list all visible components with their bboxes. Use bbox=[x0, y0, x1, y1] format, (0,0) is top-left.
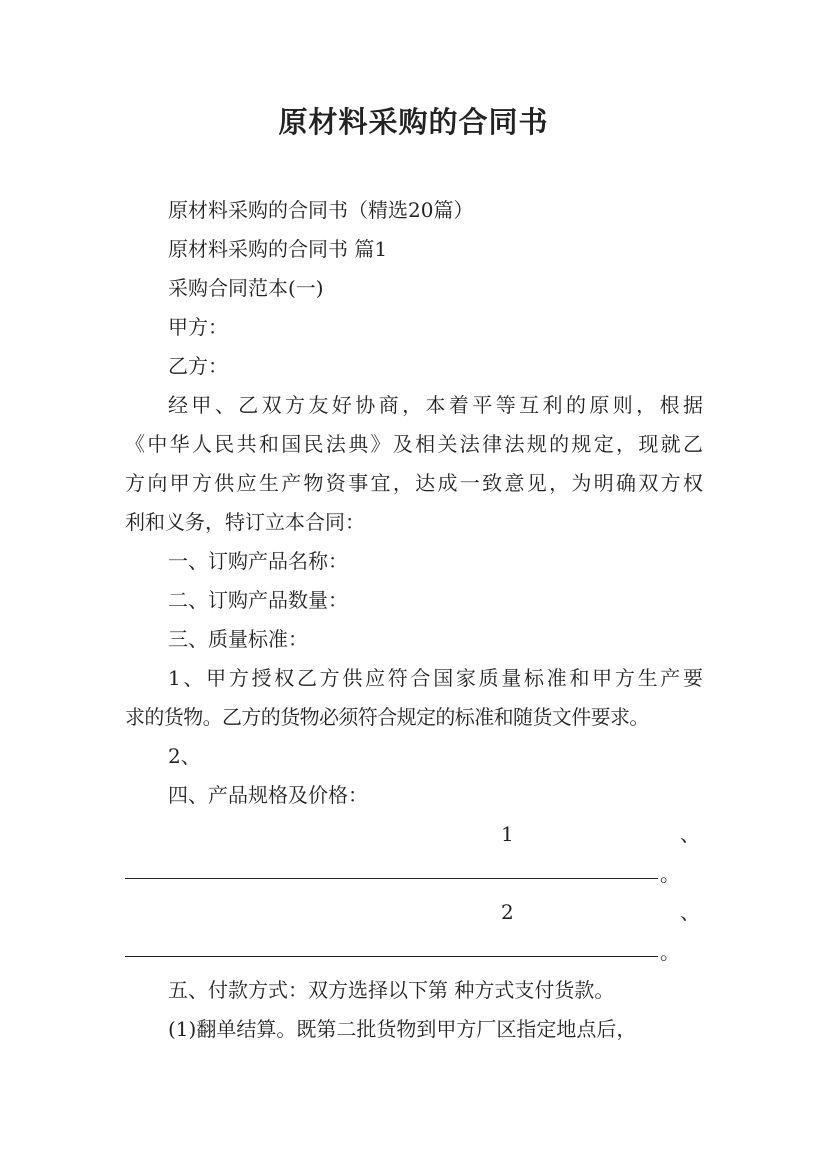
paragraph-line: 1、甲方授权乙方供应符合国家质量标准和甲方生产要 bbox=[168, 666, 703, 690]
section-heading: 原材料采购的合同书 篇1 bbox=[168, 237, 388, 261]
clause-heading: 三、质量标准： bbox=[168, 627, 308, 651]
clause-heading: 四、产品规格及价格： bbox=[168, 783, 368, 807]
blank-mark: 、 bbox=[680, 900, 700, 924]
clause-item: 2、 bbox=[168, 744, 201, 768]
clause-heading: 五、付款方式：双方选择以下第 种方式支付货款。 bbox=[168, 978, 615, 1002]
blank-number: 2 bbox=[501, 900, 514, 924]
paragraph-line: 《中华人民共和国民法典》及相关法律法规的规定，现就乙 bbox=[125, 432, 703, 456]
clause-heading: 二、订购产品数量： bbox=[168, 588, 348, 612]
fill-in-underline bbox=[125, 878, 658, 879]
party-a-label: 甲方： bbox=[168, 315, 228, 339]
doc-subtitle: 原材料采购的合同书（精选20篇） bbox=[168, 198, 474, 222]
paragraph-line: 利和义务，特订立本合同： bbox=[125, 510, 365, 534]
paragraph-line: 方向甲方供应生产物资事宜，达成一致意见，为明确双方权 bbox=[125, 471, 703, 495]
paragraph-line: 求的货物。乙方的货物必须符合规定的标准和随货文件要求。 bbox=[125, 705, 649, 729]
fill-in-underline bbox=[125, 956, 658, 957]
paragraph-line: (1)翻单结算。既第二批货物到甲方厂区指定地点后， bbox=[168, 1017, 637, 1041]
party-b-label: 乙方： bbox=[168, 354, 228, 378]
blank-end: 。 bbox=[660, 862, 680, 886]
clause-heading: 一、订购产品名称： bbox=[168, 549, 348, 573]
document-title: 原材料采购的合同书 bbox=[278, 105, 549, 139]
paragraph-line: 经甲、乙双方友好协商，本着平等互利的原则，根据 bbox=[168, 393, 703, 417]
blank-end: 。 bbox=[660, 940, 680, 964]
blank-mark: 、 bbox=[680, 822, 700, 846]
contract-heading: 采购合同范本(一) bbox=[168, 276, 324, 300]
blank-number: 1 bbox=[501, 822, 514, 846]
